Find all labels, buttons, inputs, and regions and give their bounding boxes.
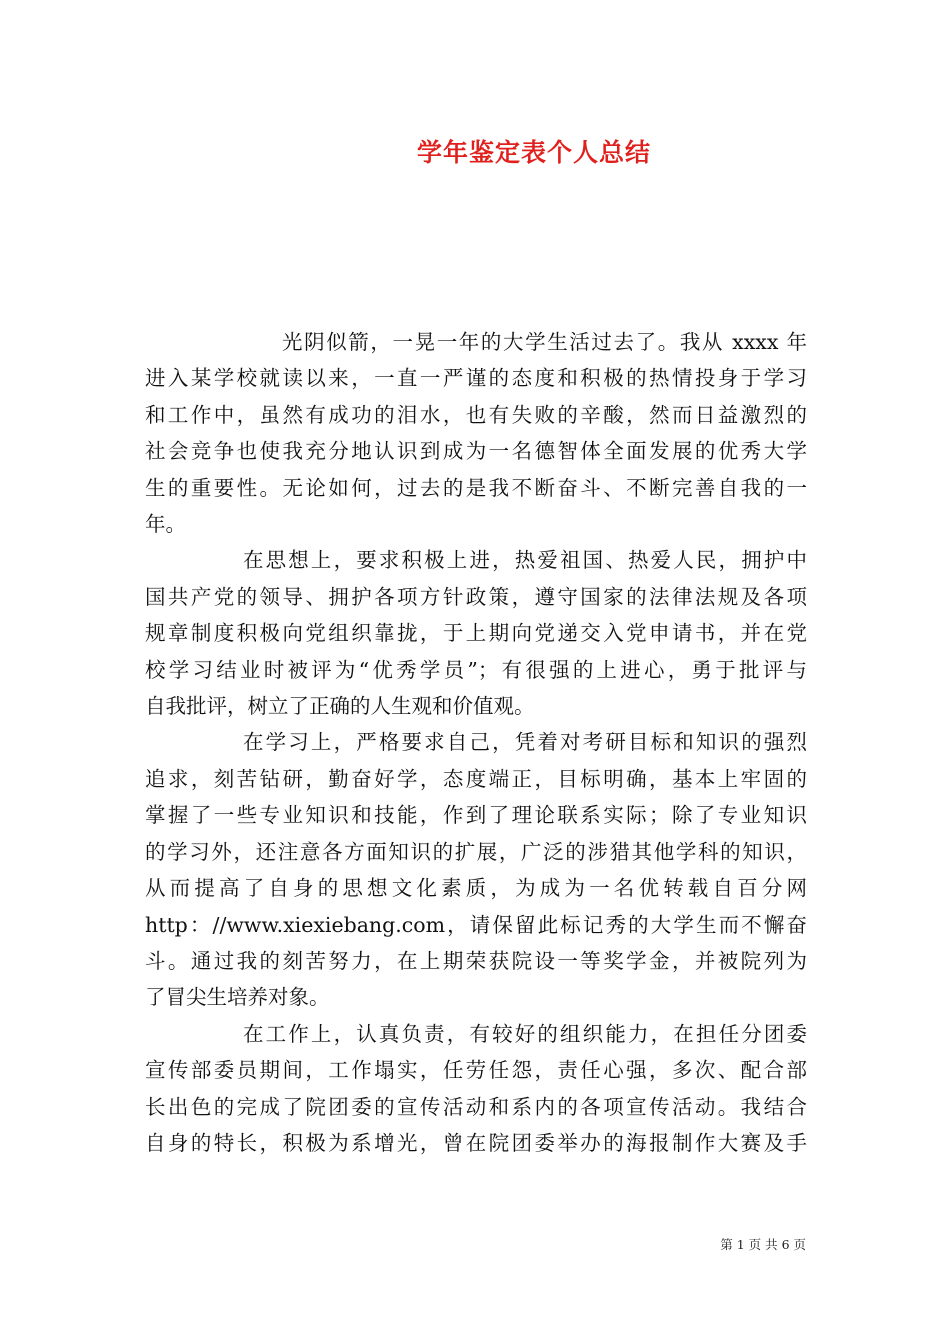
- text-line: http：//www.xiexiebang.com，请保留此标记秀的大学生而不懈奋: [145, 912, 807, 937]
- text-line: 校学习结业时被评为“优秀学员”；有很强的上进心，勇于批评与: [145, 657, 807, 682]
- text-line: 的学习外，还注意各方面知识的扩展，广泛的涉猎其他学科的知识，: [145, 839, 807, 864]
- document-body: [145, 324, 807, 1161]
- text-line: 从而提高了自身的思想文化素质，为成为一名优转载自百分网: [145, 876, 807, 901]
- text-line: 在学习上，严格要求自己，凭着对考研目标和知识的强烈: [243, 730, 807, 755]
- paragraph-4: [145, 1016, 807, 1162]
- paragraph-1: [145, 324, 807, 542]
- document-title: 学年鉴定表个人总结: [416, 138, 651, 167]
- text-line: 长出色的完成了院团委的宣传活动和系内的各项宣传活动。我结合: [145, 1094, 807, 1119]
- text-line: 规章制度积极向党组织靠拢，于上期向党递交入党申请书，并在党: [145, 621, 807, 646]
- text-line: 自我批评，树立了正确的人生观和价值观。: [145, 694, 535, 719]
- text-line: 自身的特长，积极为系增光，曾在院团委举办的海报制作大赛及手: [145, 1130, 807, 1155]
- text-line: 年。: [145, 512, 186, 537]
- text-line: 宣传部委员期间，工作塌实，任劳任怨，责任心强，多次、配合部: [145, 1058, 807, 1083]
- text-line: 掌握了一些专业知识和技能，作到了理论联系实际；除了专业知识: [145, 803, 807, 828]
- text-line: 在工作上，认真负责，有较好的组织能力，在担任分团委: [243, 1021, 807, 1046]
- text-line: 进入某学校就读以来，一直一严谨的态度和积极的热情投身于学习: [145, 366, 807, 391]
- paragraph-2: [145, 542, 807, 724]
- text-line: 社会竞争也使我充分地认识到成为一名德智体全面发展的优秀大学: [145, 439, 807, 464]
- text-line: 生的重要性。无论如何，过去的是我不断奋斗、不断完善自我的一: [145, 475, 807, 500]
- text-line: 国共产党的领导、拥护各项方针政策，遵守国家的法律法规及各项: [145, 584, 807, 609]
- text-line: 光阴似箭，一晃一年的大学生活过去了。我从 xxxx 年: [282, 330, 807, 354]
- text-line: 了冒尖生培养对象。: [145, 985, 330, 1010]
- text-line: 和工作中，虽然有成功的泪水，也有失败的辛酸，然而日益激烈的: [145, 402, 807, 427]
- text-line: 斗。通过我的刻苦努力，在上期荣获院设一等奖学金，并被院列为: [145, 948, 807, 973]
- text-line: 追求，刻苦钻研，勤奋好学，态度端正，目标明确，基本上牢固的: [145, 766, 807, 791]
- page-number: 第 1 页 共 6 页: [720, 1237, 806, 1252]
- paragraph-3: [145, 724, 807, 1015]
- text-line: 在思想上，要求积极上进，热爱祖国、热爱人民，拥护中: [243, 548, 807, 573]
